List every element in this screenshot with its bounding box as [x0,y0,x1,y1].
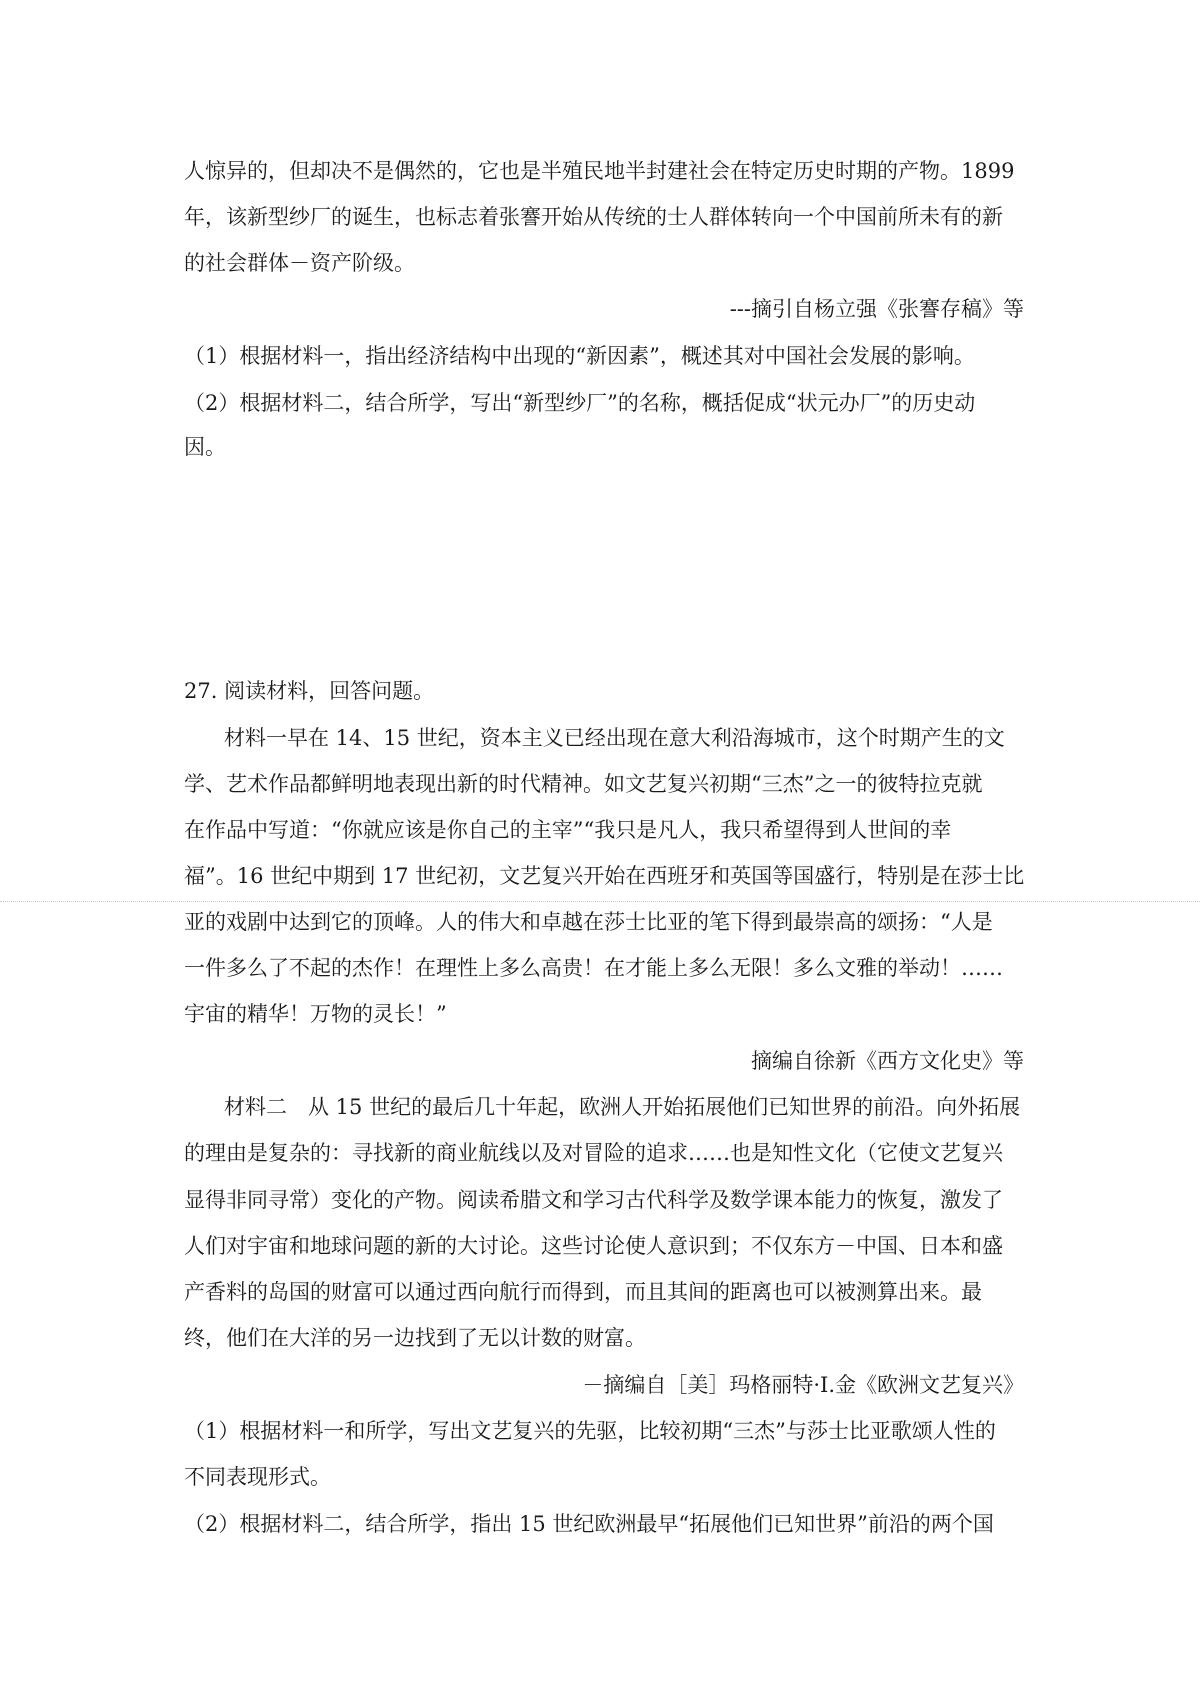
paragraph-line: 年，该新型纱厂的诞生，也标志着张謇开始从传统的士人群体转向一个中国前所未有的新 [184,205,1003,229]
question-1: （1）根据材料一和所学，写出文艺复兴的先驱，比较初期“三杰”与莎士比亚歌颂人性的 [184,1419,996,1443]
page-divider [0,901,1200,902]
material-2-line: 显得非同寻常）变化的产物。阅读希腊文和学习古代科学及数学课本能力的恢复，激发了 [184,1188,1003,1212]
question-1-cont: 不同表现形式。 [184,1465,331,1489]
material-1-line: 一件多么了不起的杰作！在理性上多么高贵！在才能上多么无限！多么文雅的举动！…… [184,956,1003,980]
material-2-line: 材料二 从 15 世纪的最后几十年起，欧洲人开始拓展他们已知世界的前沿。向外拓展 [224,1095,1021,1119]
source-citation: 摘编自徐新《西方文化史》等 [751,1049,1024,1073]
question-1: （1）根据材料一，指出经济结构中出现的“新因素”，概述其对中国社会发展的影响。 [184,344,975,368]
question-2: （2）根据材料二，结合所学，指出 15 世纪欧洲最早“拓展他们已知世界”前沿的两个国 [184,1512,994,1536]
material-1-line: 材料一早在 14、15 世纪，资本主义已经出现在意大利沿海城市，这个时期产生的文 [224,726,1005,750]
source-citation: －摘编自［美］玛格丽特·I.金《欧洲文艺复兴》 [582,1373,1024,1397]
material-2-line: 终，他们在大洋的另一边找到了无以计数的财富。 [184,1326,646,1350]
paragraph-line: 人惊异的，但却决不是偶然的，它也是半殖民地半封建社会在特定历史时期的产物。1899 [184,159,1015,183]
material-1-line: 亚的戏剧中达到它的顶峰。人的伟大和卓越在莎士比亚的笔下得到最崇高的颂扬：“人是 [184,910,993,934]
material-1-line: 学、艺术作品都鲜明地表现出新的时代精神。如文艺复兴初期“三杰”之一的彼特拉克就 [184,772,983,796]
question-2-cont: 因。 [184,435,226,459]
material-2-line: 人们对宇宙和地球问题的新的大讨论。这些讨论使人意识到；不仅东方－中国、日本和盛 [184,1234,1003,1258]
question-27-heading: 27. 阅读材料，回答问题。 [184,679,435,703]
material-2-line: 产香料的岛国的财富可以通过西向航行而得到，而且其间的距离也可以被测算出来。最 [184,1280,982,1304]
material-2-line: 的理由是复杂的：寻找新的商业航线以及对冒险的追求……也是知性文化（它使文艺复兴 [184,1141,1003,1165]
source-citation: ---摘引自杨立强《张謇存稿》等 [729,297,1024,321]
material-1-line: 在作品中写道：“你就应该是你自己的主宰”“我只是凡人，我只希望得到人世间的幸 [184,818,952,842]
question-2: （2）根据材料二，结合所学，写出“新型纱厂”的名称，概括促成“状元办厂”的历史动 [184,391,976,415]
material-1-line: 福”。16 世纪中期到 17 世纪初，文艺复兴开始在西班牙和英国等国盛行，特别是在莎士比 [184,864,1025,888]
material-1-line: 宇宙的精华！万物的灵长！” [184,1002,447,1026]
paragraph-line: 的社会群体－资产阶级。 [184,251,415,275]
